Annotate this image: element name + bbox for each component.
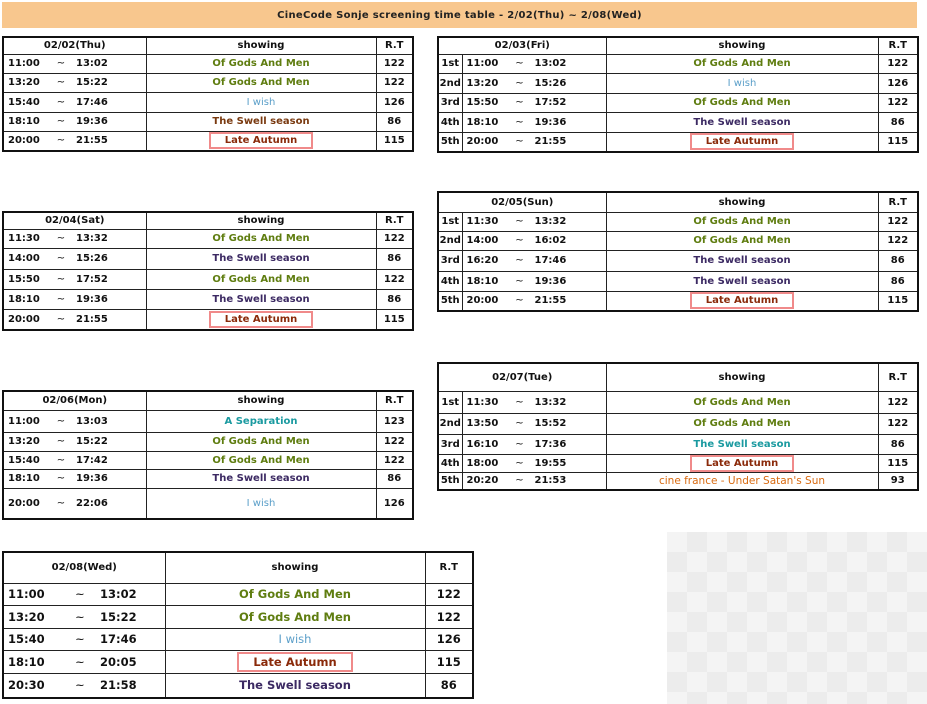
end-time: 17:52 [76,273,108,285]
end-time: 13:32 [534,396,567,408]
runtime: 115 [376,131,413,151]
film-title: A Separation [224,415,298,427]
showing-header: showing [146,37,376,54]
table-row [438,291,918,311]
end-time: 15:26 [76,253,108,264]
table-row [3,650,473,673]
runtime: 122 [425,583,473,605]
film-title: The Swell season [693,438,791,450]
film-title: Late Autumn [690,133,794,150]
start-time: 11:00 [466,58,499,69]
runtime: 123 [376,410,413,432]
tilde-separator: ~ [515,58,524,69]
start-time: 15:40 [8,454,40,466]
end-time: 17:42 [76,454,108,466]
runtime: 86 [376,112,413,131]
start-time: 18:10 [8,116,40,127]
timetable-0207 [437,362,919,491]
end-time: 21:55 [534,295,567,307]
start-time: 13:20 [8,436,40,447]
runtime: 86 [878,434,918,454]
tilde-separator: ~ [56,273,66,285]
start-time: 16:20 [466,255,499,266]
table-row [3,309,413,330]
start-time: 15:40 [8,96,40,108]
runtime: 115 [878,291,918,311]
screening-order: 4th [438,271,462,291]
tilde-separator: ~ [515,295,524,307]
film-title: cine france - Under Satan's Sun [658,474,826,487]
table-row [3,229,413,248]
film-title: Late Autumn [690,292,794,309]
start-time: 11:30 [466,216,499,227]
tilde-separator: ~ [56,96,66,108]
start-time: 18:10 [466,116,499,128]
film-title: Of Gods And Men [212,77,310,88]
table-row [438,112,918,132]
film-title: The Swell season [212,116,310,127]
table-row [438,54,918,73]
end-time: 21:58 [100,678,137,693]
table-row [3,112,413,131]
table-row [438,391,918,413]
end-time: 17:52 [534,97,567,108]
screening-order: 3rd [438,250,462,271]
end-time: 16:02 [534,235,567,246]
runtime: 126 [376,92,413,112]
runtime: 86 [878,271,918,291]
start-time: 15:50 [8,273,40,285]
film-title: The Swell season [212,293,310,305]
end-time: 20:05 [100,654,137,669]
end-time: 17:46 [534,255,567,266]
runtime: 122 [878,413,918,434]
tilde-separator: ~ [515,77,524,89]
schedule-title-banner [2,2,917,28]
tilde-separator: ~ [515,396,524,408]
tilde-separator: ~ [515,457,524,469]
start-time: 11:00 [8,587,45,601]
screening-order: 5th [438,132,462,152]
runtime: 86 [878,250,918,271]
start-time: 20:20 [466,475,499,487]
runtime-header: R.T [878,363,918,391]
start-time: 11:30 [466,396,499,408]
film-title: Of Gods And Men [693,97,791,108]
start-time: 18:00 [466,457,499,469]
runtime-header: R.T [376,391,413,410]
table-row [3,289,413,309]
start-time: 14:00 [466,235,499,246]
table-row [3,605,473,628]
end-time: 15:22 [100,609,137,624]
end-time: 21:55 [76,135,108,147]
screening-order: 5th [438,472,462,490]
end-time: 21:55 [76,313,108,325]
runtime: 122 [878,54,918,73]
table-row [438,250,918,271]
tilde-separator: ~ [56,253,66,264]
end-time: 19:36 [76,293,108,305]
table-row [3,451,413,469]
start-time: 13:20 [466,77,499,89]
runtime: 122 [878,391,918,413]
table-row [3,73,413,92]
end-time: 13:02 [76,58,108,69]
tilde-separator: ~ [56,454,66,466]
runtime: 115 [376,309,413,330]
film-title: The Swell season [693,116,791,128]
end-time: 13:02 [100,587,137,601]
runtime: 122 [376,54,413,73]
start-time: 18:10 [8,293,40,305]
start-time: 11:30 [8,233,40,244]
runtime: 86 [376,469,413,488]
runtime: 122 [376,73,413,92]
tilde-separator: ~ [56,415,66,427]
end-time: 15:52 [534,418,567,429]
end-time: 13:32 [534,216,567,227]
table-row [438,454,918,472]
table-row [438,212,918,231]
film-title: The Swell season [212,473,310,484]
start-time: 18:10 [8,473,40,484]
tilde-separator: ~ [75,632,85,646]
film-title: Of Gods And Men [212,454,310,466]
screening-order: 3rd [438,93,462,112]
tilde-separator: ~ [515,418,524,429]
film-title: Late Autumn [237,652,352,672]
runtime: 122 [376,229,413,248]
day-header-date: 02/04(Sat) [3,212,146,229]
table-row [3,583,473,605]
start-time: 15:40 [8,632,45,646]
runtime: 126 [425,628,473,650]
start-time: 20:30 [8,678,45,693]
day-header-date: 02/02(Thu) [3,37,146,54]
screening-order: 1st [438,212,462,231]
end-time: 15:26 [534,77,567,89]
table-row [3,673,473,698]
film-title: Of Gods And Men [239,609,351,624]
tilde-separator: ~ [515,235,524,246]
start-time: 20:00 [8,135,40,147]
tilde-separator: ~ [75,654,85,669]
runtime: 93 [878,472,918,490]
film-title: Of Gods And Men [212,58,310,69]
end-time: 15:22 [76,436,108,447]
film-title: Of Gods And Men [693,418,791,429]
table-row [3,410,413,432]
film-title: Late Autumn [209,311,313,328]
table-row [3,92,413,112]
tilde-separator: ~ [75,609,85,624]
start-time: 18:10 [8,654,45,669]
end-time: 21:53 [534,475,567,487]
film-title: Of Gods And Men [212,273,310,285]
end-time: 15:22 [76,77,108,88]
table-row [438,231,918,250]
tilde-separator: ~ [515,97,524,108]
film-title: Of Gods And Men [212,233,310,244]
film-title: The Swell season [693,255,791,266]
start-time: 20:00 [466,295,499,307]
tilde-separator: ~ [515,255,524,266]
runtime-header: R.T [376,37,413,54]
tilde-separator: ~ [56,135,66,147]
runtime: 126 [878,73,918,93]
film-title: I wish [246,96,276,108]
table-row [438,73,918,93]
start-time: 13:20 [8,609,45,624]
film-title: The Swell season [212,253,310,264]
screening-order: 2nd [438,73,462,93]
start-time: 16:10 [466,438,499,450]
film-title: Of Gods And Men [693,58,791,69]
showing-header: showing [606,192,878,212]
showing-header: showing [146,212,376,229]
film-title: The Swell season [693,275,791,287]
screening-order: 4th [438,112,462,132]
tilde-separator: ~ [56,58,66,69]
timetable-0202 [2,36,414,152]
runtime: 122 [376,432,413,451]
runtime: 86 [376,248,413,269]
start-time: 15:50 [466,97,499,108]
tilde-separator: ~ [515,438,524,450]
showing-header: showing [146,391,376,410]
tilde-separator: ~ [515,136,524,148]
day-header-date: 02/05(Sun) [438,192,606,212]
tilde-separator: ~ [56,313,66,325]
runtime: 86 [376,289,413,309]
blank-placeholder-area [667,532,927,704]
runtime: 122 [878,93,918,112]
table-row [438,132,918,152]
tilde-separator: ~ [56,233,66,244]
schedule-title: CineCode Sonje screening time table - 2/02(Thu) ~ 2/08(Wed) [277,9,642,21]
timetable-0204 [2,211,414,331]
tilde-separator: ~ [56,497,66,509]
table-row [3,269,413,289]
screening-order: 1st [438,54,462,73]
start-time: 14:00 [8,253,40,264]
start-time: 20:00 [8,497,40,509]
film-title: Of Gods And Men [693,396,791,408]
table-row [438,93,918,112]
timetable-0205 [437,191,919,312]
table-row [438,413,918,434]
film-title: The Swell season [239,678,351,693]
start-time: 20:00 [8,313,40,325]
table-row [3,432,413,451]
runtime: 122 [878,231,918,250]
runtime: 115 [878,132,918,152]
timetable-0206 [2,390,414,520]
tilde-separator: ~ [75,678,85,693]
timetable-0203 [437,36,919,153]
film-title: Of Gods And Men [239,587,351,601]
end-time: 21:55 [534,136,567,148]
runtime: 115 [425,650,473,673]
runtime: 115 [878,454,918,472]
timetable-0208 [2,551,474,699]
start-time: 13:50 [466,418,499,429]
film-title: Late Autumn [209,132,313,149]
runtime: 122 [376,269,413,289]
start-time: 13:20 [8,77,40,88]
film-title: Of Gods And Men [212,436,310,447]
end-time: 19:36 [534,116,567,128]
table-row [3,469,413,488]
showing-header: showing [606,37,878,54]
film-title: Late Autumn [690,455,794,472]
tilde-separator: ~ [56,293,66,305]
screening-order: 2nd [438,231,462,250]
day-header-date: 02/08(Wed) [3,552,165,583]
screening-order: 5th [438,291,462,311]
table-row [438,472,918,490]
runtime: 122 [425,605,473,628]
end-time: 19:55 [534,457,567,469]
start-time: 20:00 [466,136,499,148]
showing-header: showing [165,552,425,583]
day-header-date: 02/03(Fri) [438,37,606,54]
end-time: 19:36 [76,116,108,127]
runtime: 126 [376,488,413,519]
film-title: Of Gods And Men [693,216,791,227]
tilde-separator: ~ [515,216,524,227]
end-time: 13:02 [534,58,567,69]
day-header-date: 02/06(Mon) [3,391,146,410]
start-time: 18:10 [466,275,499,287]
table-row [3,54,413,73]
tilde-separator: ~ [515,116,524,128]
day-header-date: 02/07(Tue) [438,363,606,391]
tilde-separator: ~ [56,77,66,88]
end-time: 19:36 [534,275,567,287]
end-time: 19:36 [76,473,108,484]
tilde-separator: ~ [56,473,66,484]
end-time: 17:46 [100,632,137,646]
runtime-header: R.T [878,192,918,212]
table-row [3,248,413,269]
showing-header: showing [606,363,878,391]
film-title: I wish [246,497,276,509]
start-time: 11:00 [8,58,40,69]
film-title: Of Gods And Men [693,235,791,246]
table-row [3,628,473,650]
runtime-header: R.T [376,212,413,229]
runtime-header: R.T [878,37,918,54]
end-time: 13:32 [76,233,108,244]
table-row [438,271,918,291]
end-time: 22:06 [76,497,108,509]
tilde-separator: ~ [515,475,524,487]
screening-order: 4th [438,454,462,472]
tilde-separator: ~ [56,436,66,447]
tilde-separator: ~ [75,587,85,601]
runtime: 86 [878,112,918,132]
film-title: I wish [278,632,312,646]
runtime: 122 [376,451,413,469]
table-row [438,434,918,454]
runtime: 122 [878,212,918,231]
runtime-header: R.T [425,552,473,583]
tilde-separator: ~ [56,116,66,127]
runtime: 86 [425,673,473,698]
end-time: 17:46 [76,96,108,108]
film-title: I wish [727,77,757,89]
end-time: 17:36 [534,438,567,450]
tilde-separator: ~ [515,275,524,287]
screening-order: 1st [438,391,462,413]
screening-order: 3rd [438,434,462,454]
end-time: 13:03 [76,415,108,427]
screening-order: 2nd [438,413,462,434]
table-row [3,131,413,151]
table-row [3,488,413,519]
start-time: 11:00 [8,415,40,427]
